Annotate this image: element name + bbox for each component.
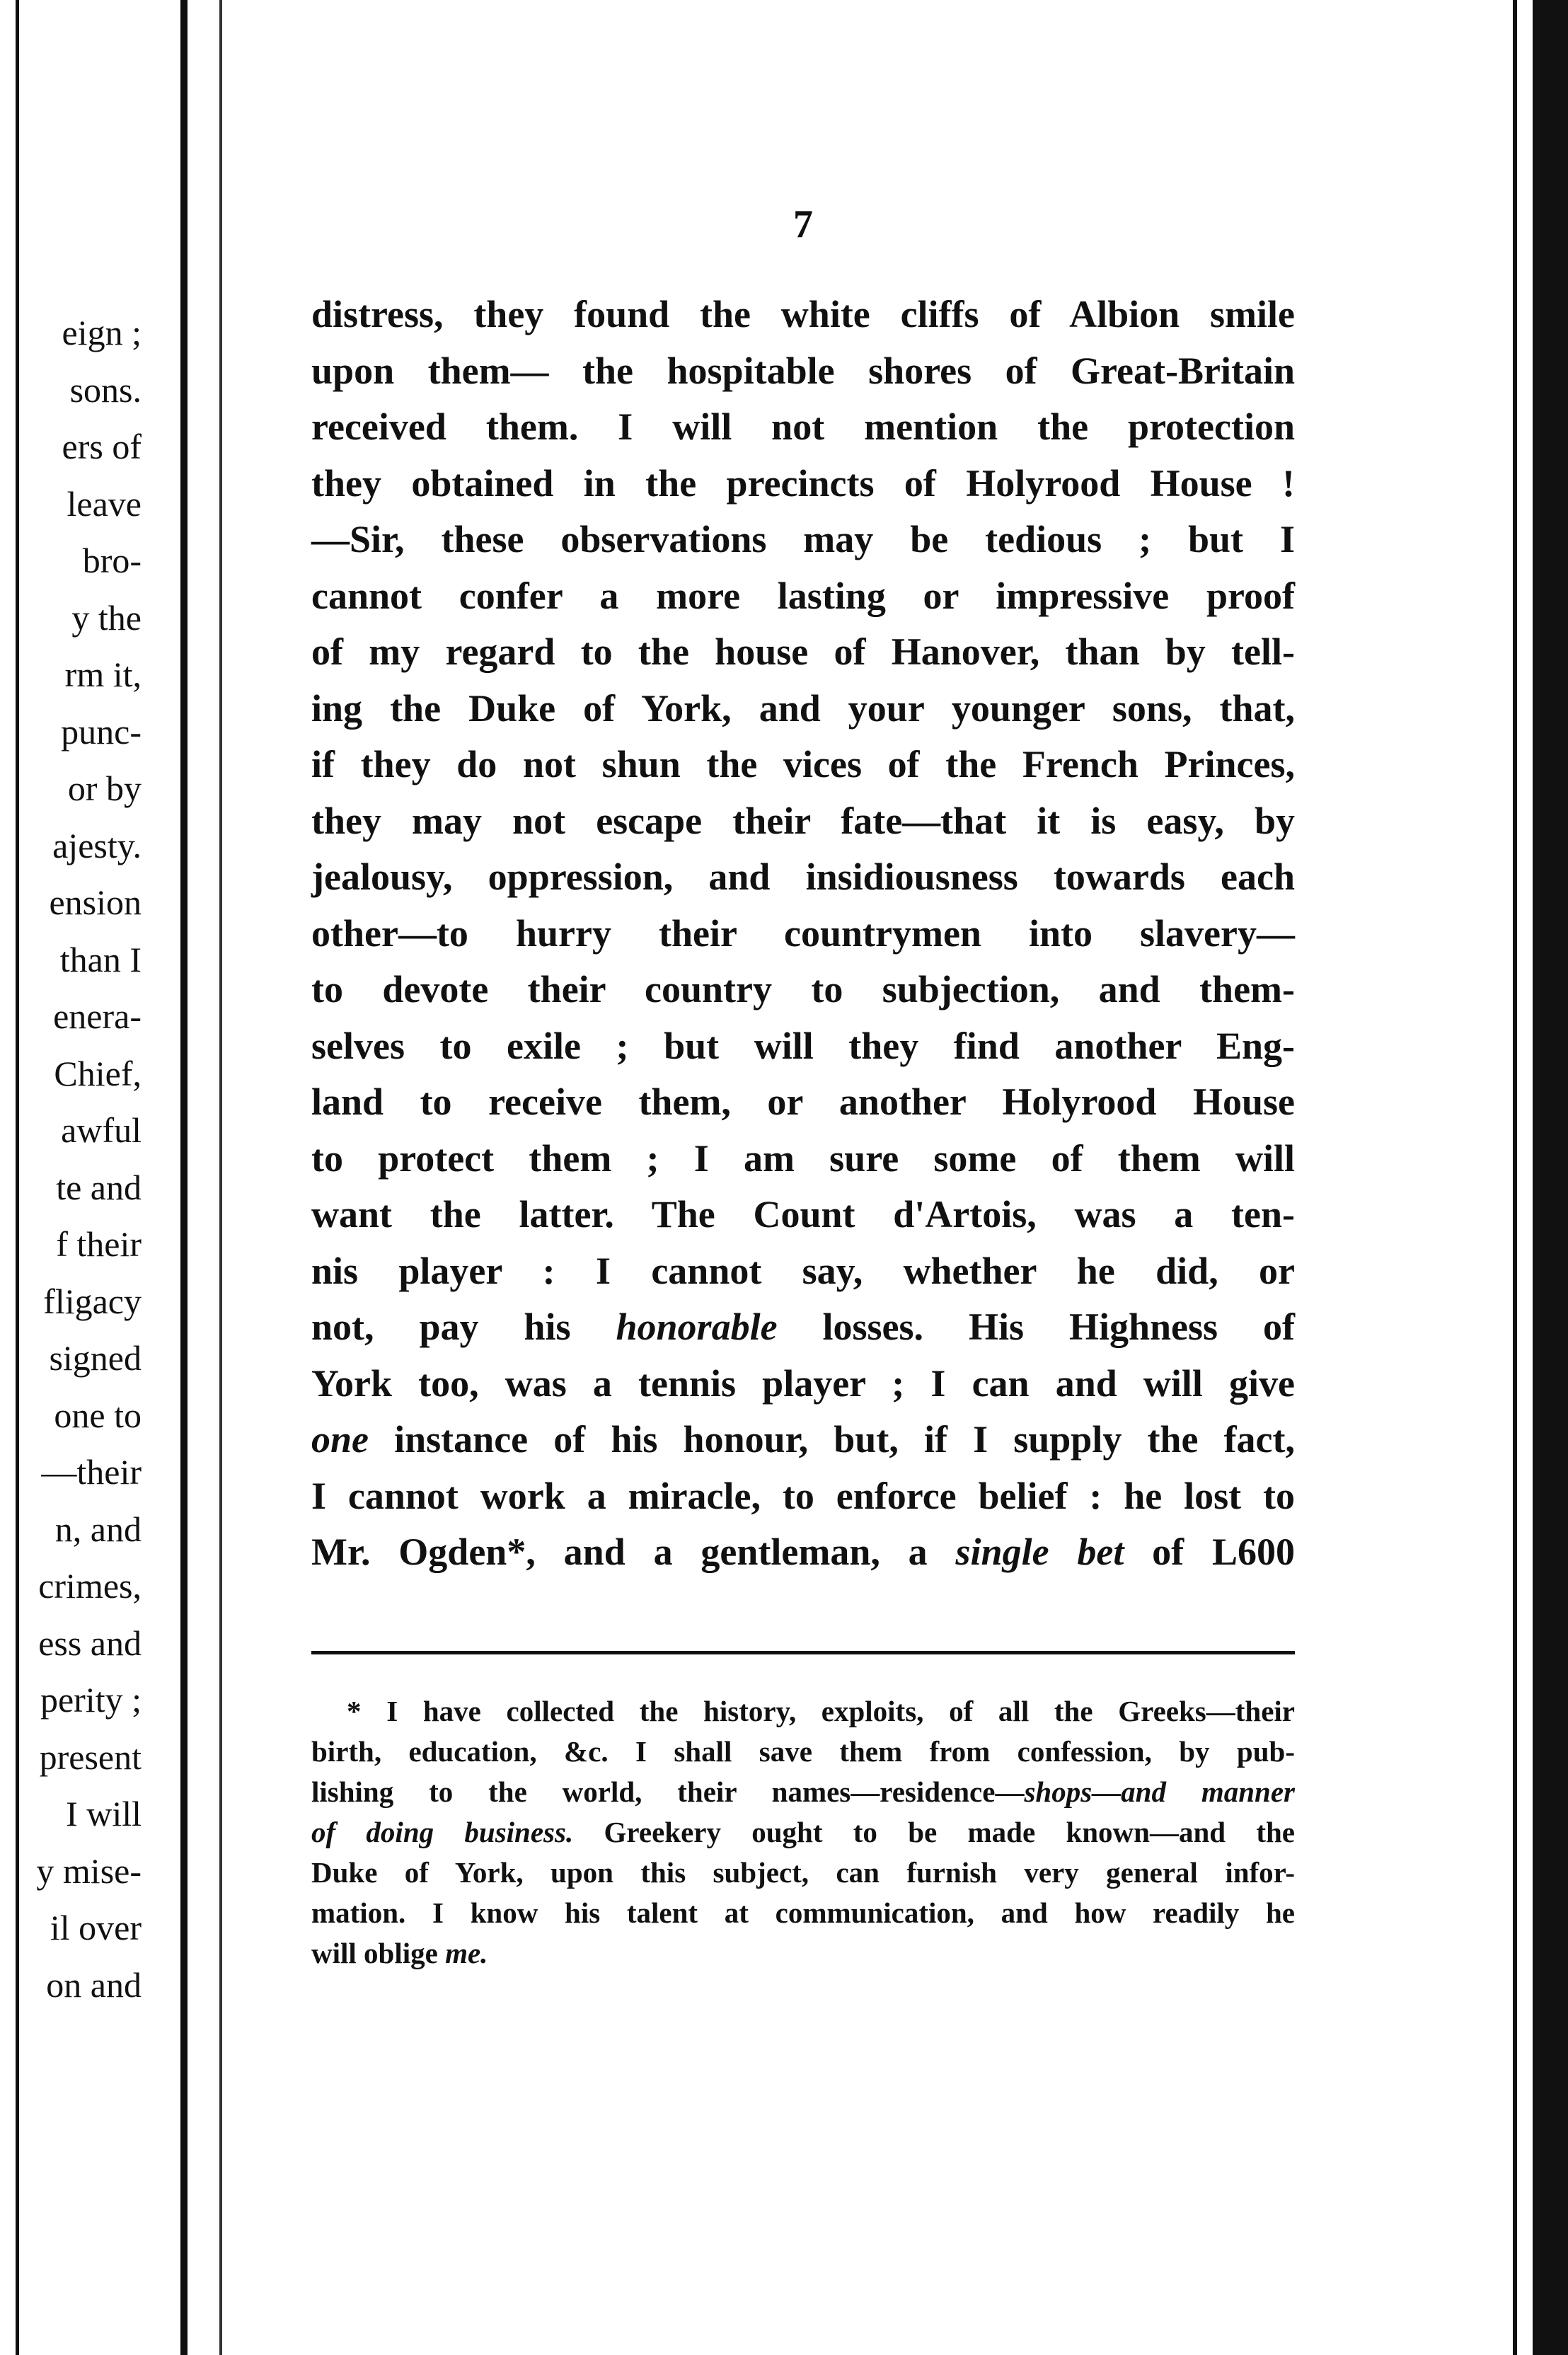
text-segment: they may not escape their fate—that it is easy, by xyxy=(311,799,1295,842)
page-content xyxy=(311,0,1295,2355)
text-segment: if they do not shun the vices of the French Princes, xyxy=(311,743,1295,785)
italic-text: me. xyxy=(445,1937,488,1969)
gutter-line xyxy=(219,0,222,2355)
text-segment: lishing to the world, their names—residence— xyxy=(311,1775,1025,1808)
facing-page-line: —their xyxy=(41,1452,142,1492)
facing-page-fragments xyxy=(0,304,142,2013)
text-line xyxy=(311,1074,1295,1131)
facing-page-line: bro- xyxy=(82,541,142,580)
facing-page-line: awful xyxy=(61,1110,142,1150)
text-segment: will oblige xyxy=(311,1937,446,1969)
text-segment: I cannot work a miracle, to enforce belief : he lost to xyxy=(311,1474,1295,1517)
footnote xyxy=(311,1691,1295,1974)
facing-page-line: ess and xyxy=(38,1623,142,1663)
text-segment: Greekery ought to be made known—and the xyxy=(573,1816,1295,1848)
text-segment: to protect them ; I am sure some of them will xyxy=(311,1136,1295,1180)
text-segment: distress, they found the white cliffs of Albion smile xyxy=(311,293,1295,335)
facing-page-line: enera- xyxy=(53,996,142,1036)
facing-page-line: sons. xyxy=(69,369,142,410)
text-segment: mation. I know his talent at communication, and how readily he xyxy=(311,1896,1295,1929)
text-line xyxy=(311,1131,1295,1187)
italic-text: shops—and manner xyxy=(1024,1775,1295,1808)
text-line xyxy=(311,793,1295,850)
text-line xyxy=(311,849,1295,906)
facing-page-line: present xyxy=(39,1737,142,1777)
facing-page-line: n, and xyxy=(54,1509,142,1549)
italic-text: of doing business. xyxy=(311,1816,574,1848)
book-spine-line xyxy=(180,0,188,2355)
text-line xyxy=(311,1356,1295,1412)
facing-page-line: ajesty. xyxy=(52,825,142,865)
text-segment: birth, education, &c. I shall save them from confession, by pub- xyxy=(311,1735,1295,1768)
text-line xyxy=(311,1812,1295,1853)
facing-page-line: te and xyxy=(56,1167,142,1207)
facing-page-line: crimes, xyxy=(38,1566,142,1606)
text-segment: of L600 xyxy=(1124,1531,1295,1573)
text-segment: upon them— the hospitable shores of Great-Britain xyxy=(311,349,1295,392)
page-number: 7 xyxy=(793,202,813,246)
facing-page-line: il over xyxy=(50,1908,142,1947)
text-line xyxy=(311,1893,1295,1933)
text-segment: to devote their country to subjection, and them- xyxy=(311,968,1295,1010)
text-line xyxy=(311,624,1295,681)
facing-page-line: on and xyxy=(46,1964,142,2005)
text-line xyxy=(311,512,1295,568)
footnote-separator-rule xyxy=(311,1651,1295,1654)
facing-page-line: signed xyxy=(49,1338,142,1378)
text-line xyxy=(311,737,1295,793)
text-segment: selves to exile ; but will they find another Eng- xyxy=(311,1024,1295,1067)
facing-page-line: ension xyxy=(49,882,142,922)
text-segment: Duke of York, upon this subject, can furnish very general infor- xyxy=(311,1856,1295,1889)
text-line xyxy=(311,568,1295,625)
text-line xyxy=(311,906,1295,962)
facing-page-line: f their xyxy=(56,1224,142,1264)
text-line xyxy=(311,962,1295,1018)
text-line xyxy=(311,1412,1295,1468)
text-line xyxy=(311,1691,1295,1732)
text-line xyxy=(311,1853,1295,1893)
text-line xyxy=(311,1524,1295,1581)
facing-page-line: eign ; xyxy=(62,313,142,352)
text-line xyxy=(311,1018,1295,1075)
text-segment: instance of his honour, but, if I supply the fact, xyxy=(369,1418,1295,1461)
text-line xyxy=(311,1933,1295,1974)
facing-page-line: y mise- xyxy=(36,1850,142,1891)
facing-page-line: y the xyxy=(71,597,142,638)
italic-text: single bet xyxy=(955,1531,1124,1573)
text-line xyxy=(311,343,1295,400)
text-segment: jealousy, oppression, and insidiousness towards each xyxy=(311,856,1295,898)
text-segment: nis player : I cannot say, whether he did, or xyxy=(311,1249,1295,1292)
text-segment: * I have collected the history, exploits, of all the Greeks—their xyxy=(347,1695,1295,1727)
facing-page-line: one to xyxy=(54,1395,142,1435)
text-segment: land to receive them, or another Holyrood House xyxy=(311,1081,1295,1123)
facing-page-line: Chief, xyxy=(54,1053,142,1093)
text-segment: York too, was a tennis player ; I can and will give xyxy=(311,1361,1295,1405)
text-segment: other—to hurry their countrymen into slavery— xyxy=(311,911,1295,955)
text-segment: want the latter. The Count d'Artois, was a ten- xyxy=(311,1193,1295,1236)
facing-page-line: perity ; xyxy=(40,1680,142,1720)
text-line xyxy=(311,1243,1295,1300)
italic-text: honorable xyxy=(616,1306,778,1348)
facing-page-line: punc- xyxy=(61,711,142,752)
facing-page-line: than I xyxy=(59,939,142,979)
text-segment: ing the Duke of York, and your younger sons, that, xyxy=(311,686,1295,730)
text-line xyxy=(311,399,1295,456)
facing-page-line: ers of xyxy=(62,427,142,466)
body-text xyxy=(311,287,1295,1581)
text-segment: losses. His Highness of xyxy=(777,1306,1295,1348)
text-line xyxy=(311,1732,1295,1772)
text-line xyxy=(311,1187,1295,1243)
italic-text: one xyxy=(311,1418,369,1461)
text-segment: of my regard to the house of Hanover, than by tell- xyxy=(311,631,1295,673)
scan-border-right-thin xyxy=(1513,0,1517,2355)
text-line xyxy=(311,1299,1295,1356)
text-line xyxy=(311,1468,1295,1525)
facing-page-line: fligacy xyxy=(43,1281,142,1321)
text-segment: they obtained in the precincts of Holyrood House ! xyxy=(311,461,1295,505)
text-segment: —Sir, these observations may be tedious ; but I xyxy=(311,518,1295,560)
text-line xyxy=(311,456,1295,512)
text-segment: not, pay his xyxy=(311,1306,616,1348)
facing-page-line: leave xyxy=(67,483,142,524)
text-line xyxy=(311,1772,1295,1812)
facing-page-line: or by xyxy=(67,768,142,808)
text-segment: Mr. Ogden*, and a gentleman, a xyxy=(311,1531,956,1573)
text-line xyxy=(311,287,1295,343)
facing-page-line: I will xyxy=(66,1794,142,1833)
text-segment: received them. I will not mention the protection xyxy=(311,405,1295,448)
text-line xyxy=(311,681,1295,737)
facing-page-line: rm it, xyxy=(64,655,142,694)
text-segment: cannot confer a more lasting or impressive proof xyxy=(311,574,1295,617)
scan-border-right xyxy=(1533,0,1568,2355)
